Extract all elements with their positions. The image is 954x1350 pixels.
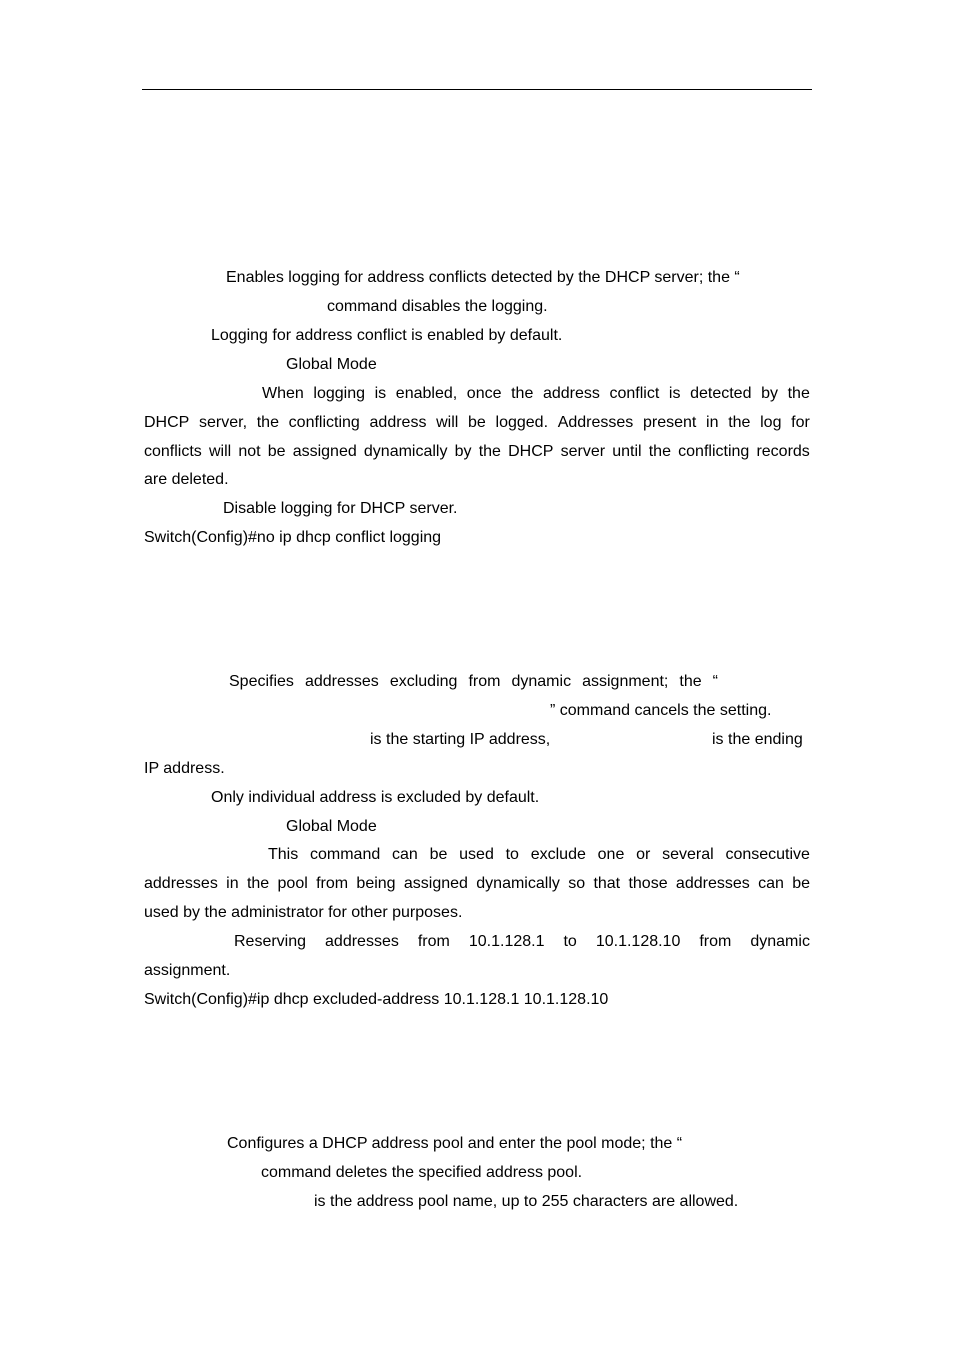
word: will [208, 443, 232, 460]
usage-guide-line [262, 384, 810, 404]
word: is [668, 385, 681, 402]
word: in [706, 414, 719, 431]
word: from [316, 875, 349, 892]
word: detected [690, 385, 752, 402]
word: logged. [495, 414, 549, 431]
word: the [679, 673, 702, 690]
example-command: Switch(Config)#ip dhcp excluded-address 10.1.128.1 10.1.128.10 [144, 991, 609, 1008]
word: conflicting [288, 414, 360, 431]
word: assigned [292, 443, 357, 460]
word: dynamic [511, 673, 572, 690]
word: the [511, 385, 534, 402]
usage-guide-line [268, 845, 810, 865]
usage-guide-line [144, 874, 810, 894]
word: the [648, 443, 671, 460]
usage-guide-line: are deleted. [144, 471, 229, 488]
parameter-text: is the starting IP address, [370, 731, 551, 748]
word: log [760, 414, 782, 431]
word: exclude [530, 846, 586, 863]
usage-guide-line: used by the administrator for other purposes. [144, 904, 463, 921]
word: logging [313, 385, 366, 402]
word: excluding [389, 673, 458, 690]
word: can [392, 846, 418, 863]
word: by [454, 443, 472, 460]
word: dynamically [476, 875, 560, 892]
example-text: Disable logging for DHCP server. [223, 500, 458, 517]
word: is [374, 385, 387, 402]
word: Reserving [234, 933, 307, 950]
word: When [262, 385, 304, 402]
word: addresses [304, 673, 379, 690]
example-command: Switch(Config)#no ip dhcp conflict logging [144, 529, 442, 546]
word: once [466, 385, 502, 402]
word: by [761, 385, 778, 402]
usage-guide-line [144, 442, 810, 462]
word: enabled, [395, 385, 458, 402]
word: be [468, 414, 486, 431]
word: conflict [609, 385, 660, 402]
word: conflicting [678, 443, 750, 460]
parameter-text: IP address. [144, 760, 225, 777]
word: for [791, 414, 810, 431]
parameter-text: is the address pool name, up to 255 characters are allowed. [314, 1193, 739, 1210]
word: “ [712, 673, 718, 690]
parameter-text: is the ending [712, 731, 803, 748]
word: will [436, 414, 459, 431]
word: being [356, 875, 396, 892]
word: the [787, 385, 810, 402]
word: consecutive [725, 846, 810, 863]
word: 10.1.128.1 [468, 933, 545, 950]
word: one [597, 846, 625, 863]
word: not [238, 443, 261, 460]
word: to [505, 846, 519, 863]
word: those [628, 875, 668, 892]
word: in [226, 875, 239, 892]
usage-guide-line [144, 413, 810, 433]
word: addresses [675, 875, 750, 892]
word: present [642, 414, 697, 431]
word: the [478, 443, 501, 460]
word: dynamic [750, 933, 810, 950]
word: assigned [403, 875, 468, 892]
word: from [468, 673, 501, 690]
command-mode: Global Mode [286, 356, 377, 373]
example-text [234, 932, 810, 952]
default-text: Logging for address conflict is enabled by default. [211, 327, 563, 344]
usage-text-cont: ” command cancels the setting. [550, 702, 772, 719]
word: Addresses [557, 414, 634, 431]
word: server, [199, 414, 248, 431]
word: This [268, 846, 299, 863]
command-mode: Global Mode [286, 818, 377, 835]
usage-text [229, 672, 718, 692]
word: from [417, 933, 450, 950]
word: addresses [144, 875, 218, 892]
usage-text-cont: command disables the logging. [327, 298, 548, 315]
word: DHCP [508, 443, 554, 460]
word: that [593, 875, 621, 892]
word: be [429, 846, 448, 863]
usage-text: Configures a DHCP address pool and enter the pool mode; the “ [227, 1135, 683, 1152]
word: the [256, 414, 279, 431]
word: addresses [325, 933, 399, 950]
word: 10.1.128.10 [595, 933, 681, 950]
example-text: assignment. [144, 962, 231, 979]
word: the [246, 875, 270, 892]
word: address [542, 385, 600, 402]
word: assignment; [582, 673, 669, 690]
word: or [636, 846, 651, 863]
word: from [699, 933, 732, 950]
word: used [459, 846, 494, 863]
header-rule [142, 89, 812, 90]
word: to [563, 933, 577, 950]
word: so [568, 875, 586, 892]
word: command [310, 846, 381, 863]
word: pool [277, 875, 308, 892]
usage-text-cont: command deletes the specified address pool. [261, 1164, 583, 1181]
word: dynamically [363, 443, 448, 460]
word: until [612, 443, 642, 460]
word: records [756, 443, 810, 460]
word: be [792, 875, 810, 892]
word: Specifies [229, 673, 294, 690]
word: DHCP [144, 414, 190, 431]
word: be [267, 443, 286, 460]
word: address [369, 414, 427, 431]
word: server [560, 443, 606, 460]
word: conflicts [144, 443, 202, 460]
word: the [728, 414, 751, 431]
usage-text: Enables logging for address conflicts detected by the DHCP server; the “ [226, 269, 740, 286]
word: several [662, 846, 714, 863]
default-text: Only individual address is excluded by default. [211, 789, 540, 806]
word: can [758, 875, 784, 892]
